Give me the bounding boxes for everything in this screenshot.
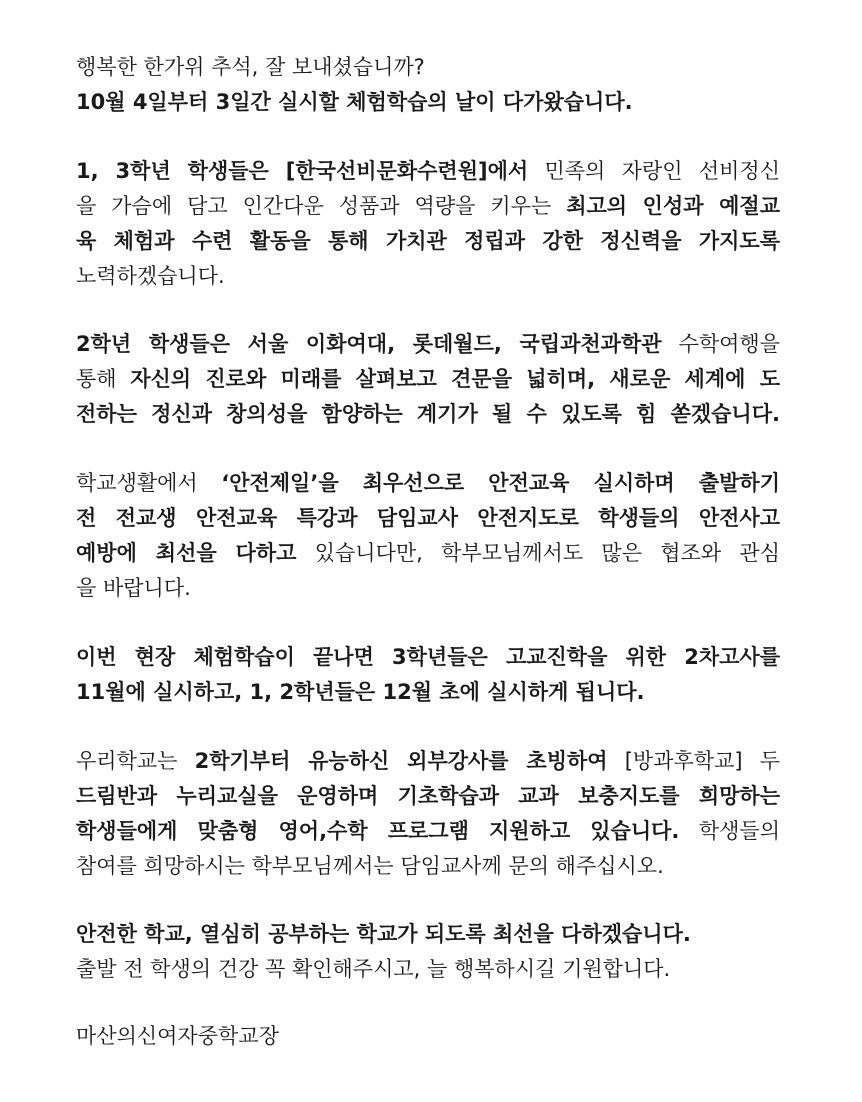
safety-bold-2: 전 전교생 안전교육 특강과 담임교사 안전지도로 학생들의 안전사고 [76, 506, 780, 530]
signature: 마산의신여자중학교장 [76, 1024, 279, 1048]
afterschool-bold-2: 드림반과 누리교실을 운영하며 기초학습과 교과 보충지도를 희망하는 [76, 784, 780, 808]
safety-text-1: 학교생활에서 [76, 471, 222, 495]
exams-bold-2: 11월에 실시하고, 1, 2학년들은 12월 초에 실시하게 됩니다. [76, 680, 645, 704]
intro-line: 10월 4일부터 3일간 실시할 체험학습의 날이 다가왔습니다. [76, 90, 633, 114]
grade2-bold-1: 2학년 학생들은 서울 이화여대, 롯데월드, 국립과천과학관 [76, 332, 662, 356]
grade13-bold-1: 1, 3학년 학생들은 [한국선비문화수련원]에서 [76, 159, 529, 183]
closing-bold-1: 안전한 학교, 열심히 공부하는 학교가 되도록 최선을 다하겠습니다. [76, 922, 691, 946]
greeting-block [76, 50, 780, 120]
grade13-text-1: 민족의 자랑인 선비정신 [528, 159, 780, 183]
grade13-text-2: 을 가슴에 담고 인간다운 성품과 역량을 키우는 [76, 194, 567, 218]
closing-text-2: 출발 전 학생의 건강 꼭 확인해주시고, 늘 행복하시길 기원합니다. [76, 957, 671, 981]
safety-paragraph [76, 466, 780, 606]
exams-paragraph [76, 640, 780, 710]
afterschool-paragraph [76, 744, 780, 884]
afterschool-text-3: 학생들의 [679, 819, 780, 843]
grade13-bold-2: 최고의 인성과 예절교 [566, 194, 780, 218]
afterschool-text-1b: [방과후학교] 두 [607, 749, 780, 773]
grade2-text-1: 수학여행을 [661, 332, 780, 356]
safety-bold-3: 예방에 최선을 다하고 [76, 541, 297, 565]
grade13-paragraph [76, 154, 780, 294]
grade13-bold-3: 육 체험과 수련 활동을 통해 가치관 정립과 강한 정신력을 가지도록 [76, 229, 780, 253]
afterschool-bold-3: 학생들에게 맞춤형 영어,수학 프로그램 지원하고 있습니다. [76, 819, 680, 843]
safety-text-4: 을 바랍니다. [76, 576, 191, 600]
grade2-bold-3: 전하는 정신과 창의성을 함양하는 계기가 될 수 있도록 힘 쏟겠습니다. [76, 402, 780, 426]
greeting-line: 행복한 한가위 추석, 잘 보내셨습니까? [76, 55, 425, 79]
grade13-text-4: 노력하겠습니다. [76, 264, 225, 288]
afterschool-text-1a: 우리학교는 [76, 749, 195, 773]
afterschool-text-4: 참여를 희망하시는 학부모님께서는 담임교사께 문의 해주십시오. [76, 854, 664, 878]
safety-bold-1: ‘안전제일’을 최우선으로 안전교육 실시하며 출발하기 [221, 471, 780, 495]
grade2-text-2: 통해 [76, 367, 131, 391]
grade2-paragraph [76, 327, 780, 432]
exams-bold-1: 이번 현장 체험학습이 끝나면 3학년들은 고교진학을 위한 2차고사를 [76, 645, 780, 669]
grade2-bold-2: 자신의 진로와 미래를 살펴보고 견문을 넓히며, 새로운 세계에 도 [130, 367, 780, 391]
afterschool-bold-1: 2학기부터 유능하신 외부강사를 초빙하여 [194, 749, 608, 773]
closing-paragraph [76, 917, 780, 987]
safety-text-3: 있습니다만, 학부모님께서도 많은 협조와 관심 [296, 541, 780, 565]
